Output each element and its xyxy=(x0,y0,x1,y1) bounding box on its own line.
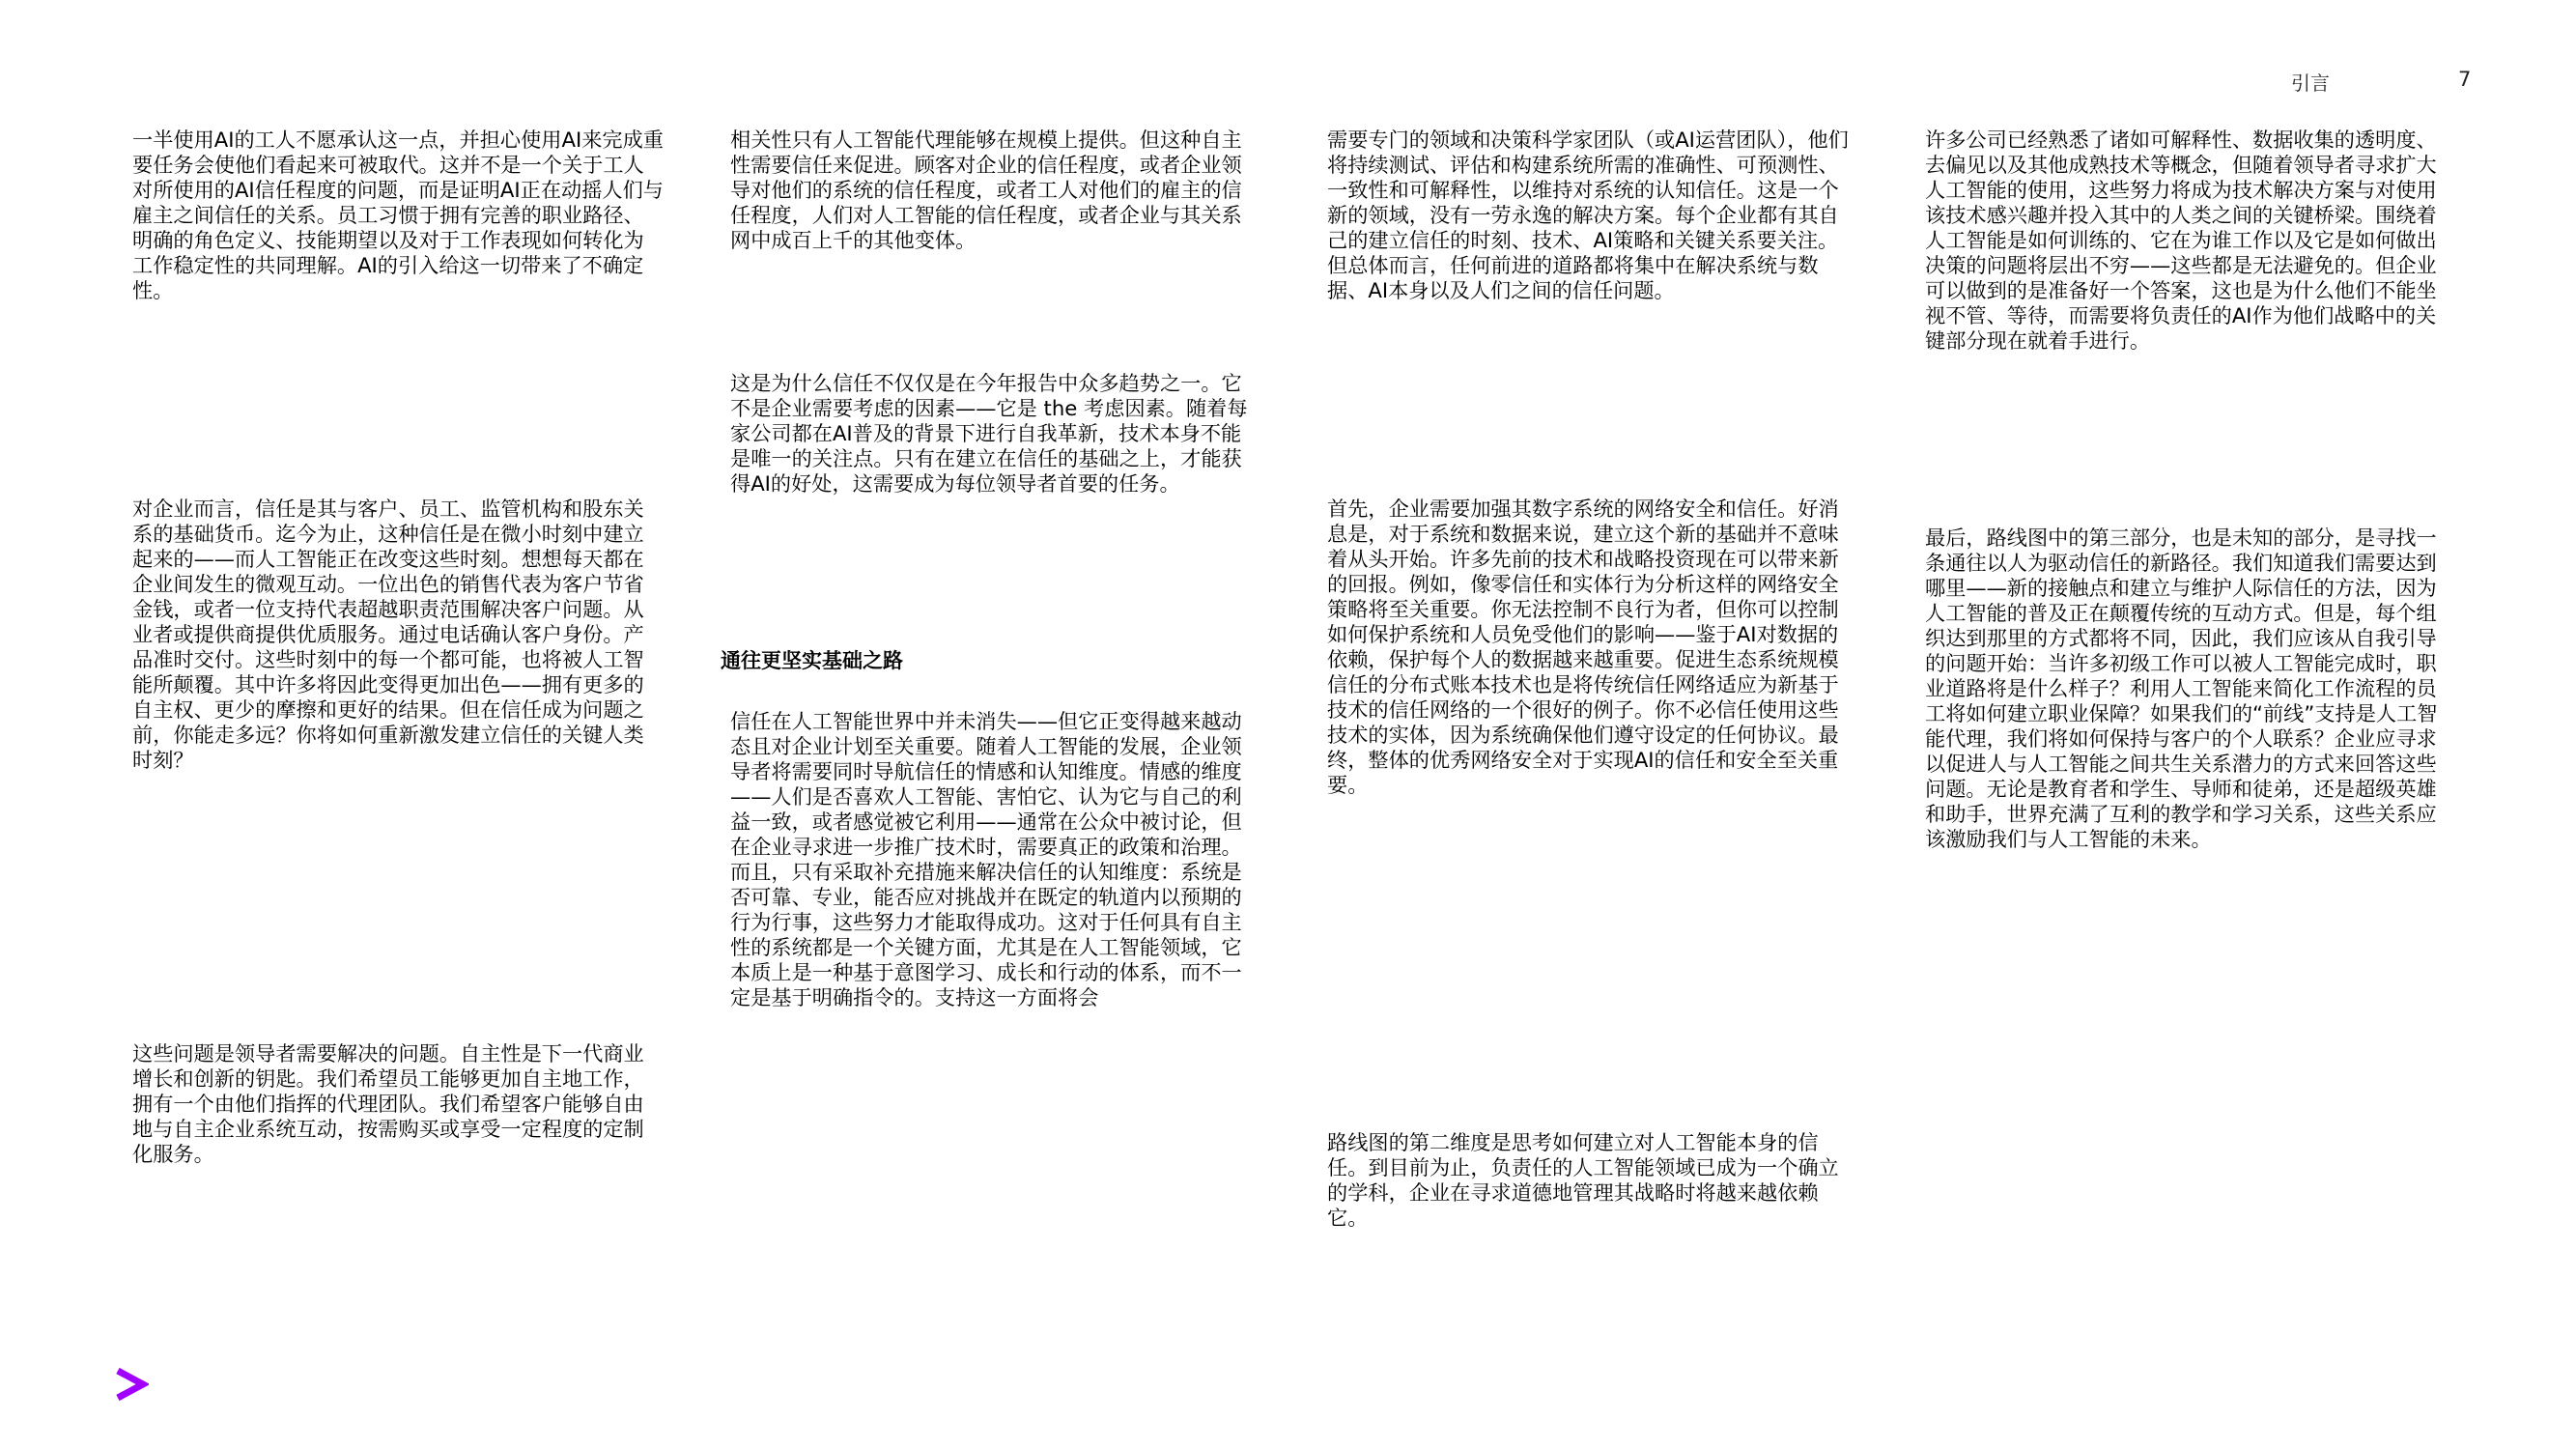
paragraph: 对企业而言，信任是其与客户、员工、监管机构和股东关系的基础货币。迄今为止，这种信任是在微小时刻中建立起来的——而人工智能正在改变这些时刻。想想每天都在企业间发生的微观互动。一位出色的销售代表为客户节省金钱，或者一位支持代表超越职责范围解决客户问题。从业者或提供商提供优质服务。通过电话确认客户身份。产品准时交付。这些时刻中的每一个都可能，也将被人工智能所颠覆。其中许多将因此变得更加出色——拥有更多的自主权、更少的摩擦和更好的结果。但在信任成为问题之前，你能走多远？你将如何重新激发建立信任的关键人类时刻？ xyxy=(132,497,644,772)
page-number: 7 xyxy=(2458,68,2472,91)
paragraph: 一半使用AI的工人不愿承认这一点，并担心使用AI来完成重要任务会使他们看起来可被取代。这并不是一个关于工人对所使用的AI信任程度的问题，而是证明AI正在动摇人们与雇主之间信任的关系。员工习惯于拥有完善的职业路径、明确的角色定义、技能期望以及对于工作表现如何转化为工作稳定性的共同理解。AI的引入给这一切带来了不确定性。 xyxy=(132,128,664,302)
paragraph: 相关性只有人工智能代理能够在规模上提供。但这种自主性需要信任来促进。顾客对企业的信任程度，或者企业领导对他们的系统的信任程度，或者工人对他们的雇主的信任程度，人们对人工智能的信任程度，或者企业与其关系网中成百上千的其他变体。 xyxy=(730,128,1242,252)
section-heading: 通往更坚实基础之路 xyxy=(721,649,903,672)
accenture-chevron-icon xyxy=(114,1367,149,1402)
paragraph: 这些问题是领导者需要解决的问题。自主性是下一代商业增长和创新的钥匙。我们希望员工能够更加自主地工作，拥有一个由他们指挥的代理团队。我们希望客户能够自由地与自主企业系统互动，按需购买或享受一定程度的定制化服务。 xyxy=(132,1041,644,1166)
paragraph: 路线图的第二维度是思考如何建立对人工智能本身的信任。到目前为止，负责任的人工智能领域已成为一个确立的学科，企业在寻求道德地管理其战略时将越来越依赖它。 xyxy=(1327,1130,1839,1230)
paragraph: 这是为什么信任不仅仅是在今年报告中众多趋势之一。它不是企业需要考虑的因素——它是 the 考虑因素。随着每家公司都在AI普及的背景下进行自我革新，技术本身不能是唯一的关注点。只有在建立在信任的基础之上，才能获得AI的好处，这需要成为每位领导者首要的任务。 xyxy=(730,371,1248,496)
paragraph: 首先，企业需要加强其数字系统的网络安全和信任。好消息是，对于系统和数据来说，建立这个新的基础并不意味着从头开始。许多先前的技术和战略投资现在可以带来新的回报。例如，像零信任和实体行为分析这样的网络安全策略将至关重要。你无法控制不良行为者，但你可以控制如何保护系统和人员免受他们的影响——鉴于AI对数据的依赖，保护每个人的数据越来越重要。促进生态系统规模信任的分布式账本技术也是将传统信任网络适应为新基于技术的信任网络的一个很好的例子。你不必信任使用这些技术的实体，因为系统确保他们遵守设定的任何协议。最终，整体的优秀网络安全对于实现AI的信任和安全至关重要。 xyxy=(1327,497,1839,797)
paragraph: 信任在人工智能世界中并未消失——但它正变得越来越动态且对企业计划至关重要。随着人工智能的发展，企业领导者将需要同时导航信任的情感和认知维度。情感的维度——人们是否喜欢人工智能、害怕它、认为它与自己的利益一致，或者感觉被它利用——通常在公众中被讨论，但在企业寻求进一步推广技术时，需要真正的政策和治理。而且，只有采取补充措施来解决信任的认知维度：系统是否可靠、专业，能否应对挑战并在既定的轨道内以预期的行为行事，这些努力才能取得成功。这对于任何具有自主性的系统都是一个关键方面，尤其是在人工智能领域，它本质上是一种基于意图学习、成长和行动的体系，而不一定是基于明确指令的。支持这一方面将会 xyxy=(730,709,1242,1009)
paragraph: 最后，路线图中的第三部分，也是未知的部分，是寻找一条通往以人为驱动信任的新路径。我们知道我们需要达到哪里——新的接触点和建立与维护人际信任的方法，因为人工智能的普及正在颠覆传统的互动方式。但是，每个组织达到那里的方式都将不同，因此，我们应该从自我引导的问题开始：当许多初级工作可以被人工智能完成时，职业道路将是什么样子？利用人工智能来简化工作流程的员工将如何建立职业保障？如果我们的“前线”支持是人工智能代理，我们将如何保持与客户的个人联系？企业应寻求以促进人与人工智能之间共生关系潜力的方式来回答这些问题。无论是教育者和学生、导师和徒弟，还是超级英雄和助手，世界充满了互利的教学和学习关系，这些关系应该激励我们与人工智能的未来。 xyxy=(1925,526,2438,851)
paragraph: 许多公司已经熟悉了诸如可解释性、数据收集的透明度、去偏见以及其他成熟技术等概念，但随着领导者寻求扩大人工智能的使用，这些努力将成为技术解决方案与对使用该技术感兴趣并投入其中的人类之间的关键桥梁。围绕着人工智能是如何训练的、它在为谁工作以及它是如何做出决策的问题将层出不穷——这些都是无法避免的。但企业可以做到的是准备好一个答案，这也是为什么他们不能坐视不管、等待，而需要将负责任的AI作为他们战略中的关键部分现在就着手进行。 xyxy=(1925,128,2437,353)
section-title: 引言 xyxy=(2291,71,2330,95)
paragraph: 需要专门的领域和决策科学家团队（或AI运营团队），他们将持续测试、评估和构建系统所需的准确性、可预测性、一致性和可解释性，以维持对系统的认知信任。这是一个新的领域，没有一劳永逸的解决方案。每个企业都有其自己的建立信任的时刻、技术、AI策略和关键关系要关注。但总体而言，任何前进的道路都将集中在解决系统与数据、AI本身以及人们之间的信任问题。 xyxy=(1327,128,1849,302)
